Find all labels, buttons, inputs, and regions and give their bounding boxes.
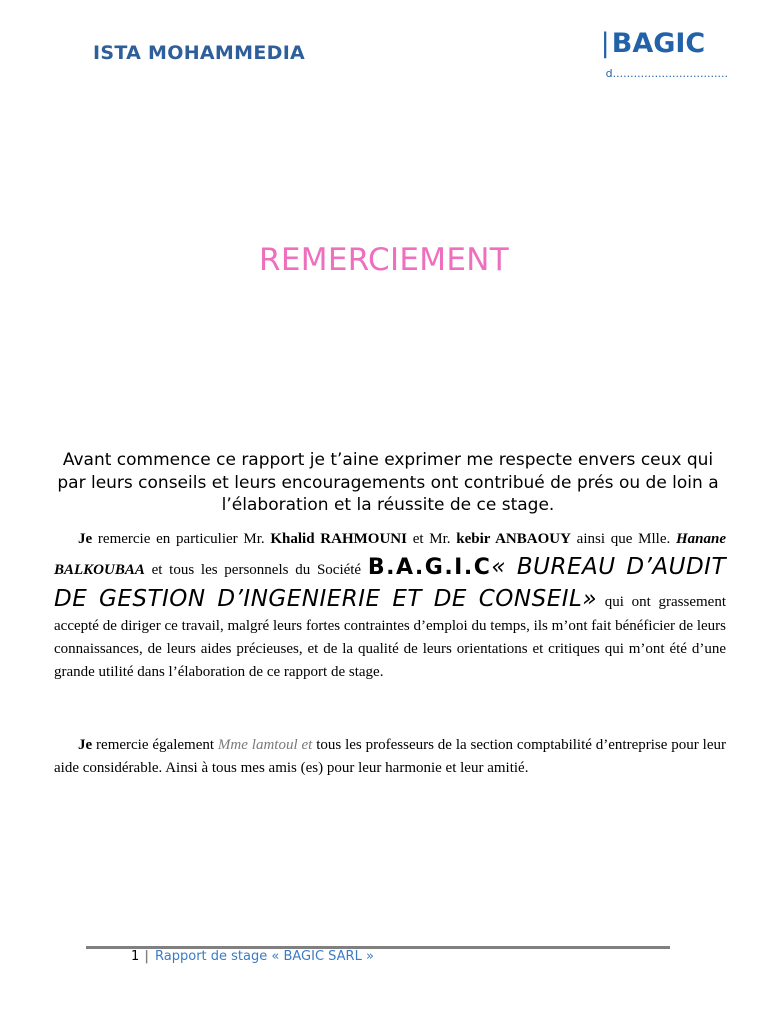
school-name: ISTA MOHAMMEDIA [93, 42, 306, 64]
person-lamtoul: Mme lamtoul et [217, 737, 313, 753]
p1-text-d: et tous les personnels du Société [144, 562, 368, 578]
person-khalid: Khalid RAHMOUNI [270, 531, 407, 547]
p1-text-e: qui ont grassement accepté de diriger ce travail, malgré leurs fortes contraintes d’emploi du temps, ils m’ont fait bénéficier de leurs connaissances, de leurs aides précieuses, et de la qualité de leurs orientations et critiques qui m’ont été d’une grande utilité dans l’élaboration de ce rapport de stage. [54, 594, 726, 680]
person-kebir: kebir ANBAOUY [456, 531, 571, 547]
thanks-paragraph-2 [54, 734, 726, 780]
thanks-paragraph-1 [54, 528, 726, 684]
page-footer [131, 949, 374, 964]
footer-text: Rapport de stage « BAGIC SARL » [155, 949, 374, 964]
p2-text-a: remercie également [92, 737, 218, 753]
footer-separator: | [144, 949, 150, 964]
page-number: 1 [131, 949, 140, 964]
p2-je: Je [78, 737, 93, 753]
p1-je: Je [78, 531, 93, 547]
company-acronym: B.A.G.I.C [367, 555, 492, 580]
p1-text-b: et Mr. [406, 531, 457, 547]
intro-paragraph: Avant commence ce rapport je t’aine exprimer me respecte envers ceux qui par leurs conseils et leurs encouragements ont contribué de prés ou de loin a l’élaboration et la réussite de ce stage. [57, 450, 719, 515]
brand-block [601, 30, 728, 80]
person-hanane: Hanane BALKOUBAA [54, 531, 726, 578]
company-fullname: « BUREAU D’AUDIT DE GESTION D’INGENIERIE ET DE CONSEIL» [54, 554, 726, 612]
brand-logo [601, 30, 728, 57]
p1-text-a: remercie en particulier Mr. [92, 531, 271, 547]
brand-name: BAGIC [611, 28, 706, 59]
page-title: REMERCIEMENT [259, 242, 509, 278]
p2-text-b: tous les professeurs de la section comptabilité d’entreprise pour leur aide considérable. Ainsi à tous mes amis (es) pour leur harmonie et leur amitié. [54, 737, 726, 776]
p1-text-c: ainsi que Mlle. [570, 531, 676, 547]
brand-subtitle: d................................. [605, 67, 728, 80]
brand-bar: | [600, 28, 610, 59]
